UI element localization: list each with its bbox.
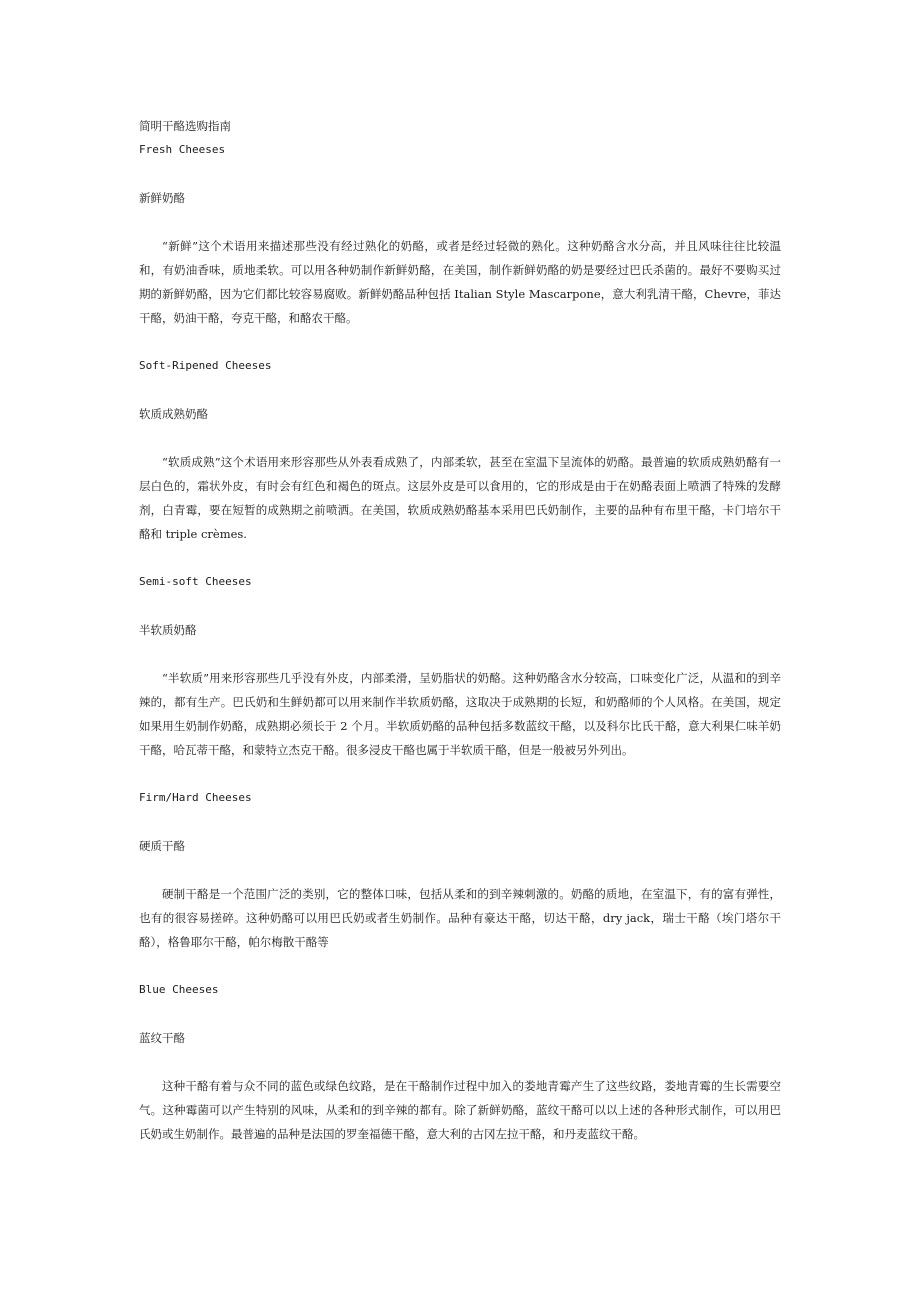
section-body: “新鲜”这个术语用来描述那些没有经过熟化的奶酪，或者是经过轻微的熟化。这种奶酪含水分高，并且风味往往比较温和，有奶油香味，质地柔软。可以用各种奶制作新鲜奶酪，在美国，制作新鲜奶酪的奶是要经过巴氏杀菌的。最好不要购买过期的新鲜奶酪，因为它们都比较容易腐败。新鲜奶酪品种包括 Italian Style Mascarpone，意大利乳清干酪，Chevre，菲达干酪，奶油干酪，夸克干酪，和酪农干酪。 [139,239,781,325]
section-heading-zh: 新鲜奶酪 [139,191,185,205]
section-heading-zh: 硬质干酪 [139,839,185,853]
section-heading-en: Fresh Cheeses [139,143,226,156]
section-fresh-cheeses [139,138,781,354]
section-blue-cheeses [139,978,781,1146]
section-body: “半软质”用来形容那些几乎没有外皮，内部柔滑，呈奶脂状的奶酪。这种奶酪含水分较高，口味变化广泛，从温和的到辛辣的，都有生产。巴氏奶和生鲜奶都可以用来制作半软质奶酪，这取决于成熟期的长短，和奶酪师的个人风格。在美国，规定如果用生奶制作奶酪，成熟期必须长于 2 个月。半软质奶酪的品种包括多数蓝纹干酪，以及科尔比氏干酪，意大利果仁味羊奶干酪，哈瓦蒂干酪，和蒙特立杰克干酪。很多浸皮干酪也属于半软质干酪，但是一般被另外列出。 [139,671,781,757]
section-heading-en: Semi-soft Cheeses [139,575,252,588]
section-soft-ripened-cheeses [139,354,781,570]
document-page [139,114,781,1146]
section-body: 硬制干酪是一个范围广泛的类别，它的整体口味，包括从柔和的到辛辣刺激的。奶酪的质地，在室温下，有的富有弹性，也有的很容易搓碎。这种奶酪可以用巴氏奶或者生奶制作。品种有豪达干酪，切达干酪，dry jack，瑞士干酪（埃门塔尔干酪），格鲁耶尔干酪，帕尔梅散干酪等 [139,887,781,949]
section-heading-zh: 半软质奶酪 [139,623,197,637]
section-heading-en: Blue Cheeses [139,983,219,996]
section-heading-en: Firm/Hard Cheeses [139,791,252,804]
section-heading-zh: 蓝纹干酪 [139,1031,185,1045]
section-body: “软质成熟”这个术语用来形容那些从外表看成熟了，内部柔软，甚至在室温下呈流体的奶酪。最普遍的软质成熟奶酪有一层白色的，霜状外皮，有时会有红色和褐色的斑点。这层外皮是可以食用的，它的形成是由于在奶酪表面上喷洒了特殊的发酵剂，白青霉，要在短暂的成熟期之前喷洒。在美国，软质成熟奶酪基本采用巴氏奶制作，主要的品种有布里干酪，卡门培尔干酪和 triple crèmes. [139,455,781,541]
section-body: 这种干酪有着与众不同的蓝色或绿色纹路，是在干酪制作过程中加入的娄地青霉产生了这些纹路，娄地青霉的生长需要空气。这种霉菌可以产生特别的风味，从柔和的到辛辣的都有。除了新鲜奶酪，蓝纹干酪可以以上述的各种形式制作，可以用巴氏奶或生奶制作。最普遍的品种是法国的罗奎福德干酪，意大利的古冈左拉干酪，和丹麦蓝纹干酪。 [139,1079,781,1141]
section-semi-soft-cheeses [139,570,781,786]
document-title: 简明干酪选购指南 [139,119,231,133]
section-heading-zh: 软质成熟奶酪 [139,407,208,421]
section-heading-en: Soft-Ripened Cheeses [139,359,272,372]
section-firm-hard-cheeses [139,786,781,978]
